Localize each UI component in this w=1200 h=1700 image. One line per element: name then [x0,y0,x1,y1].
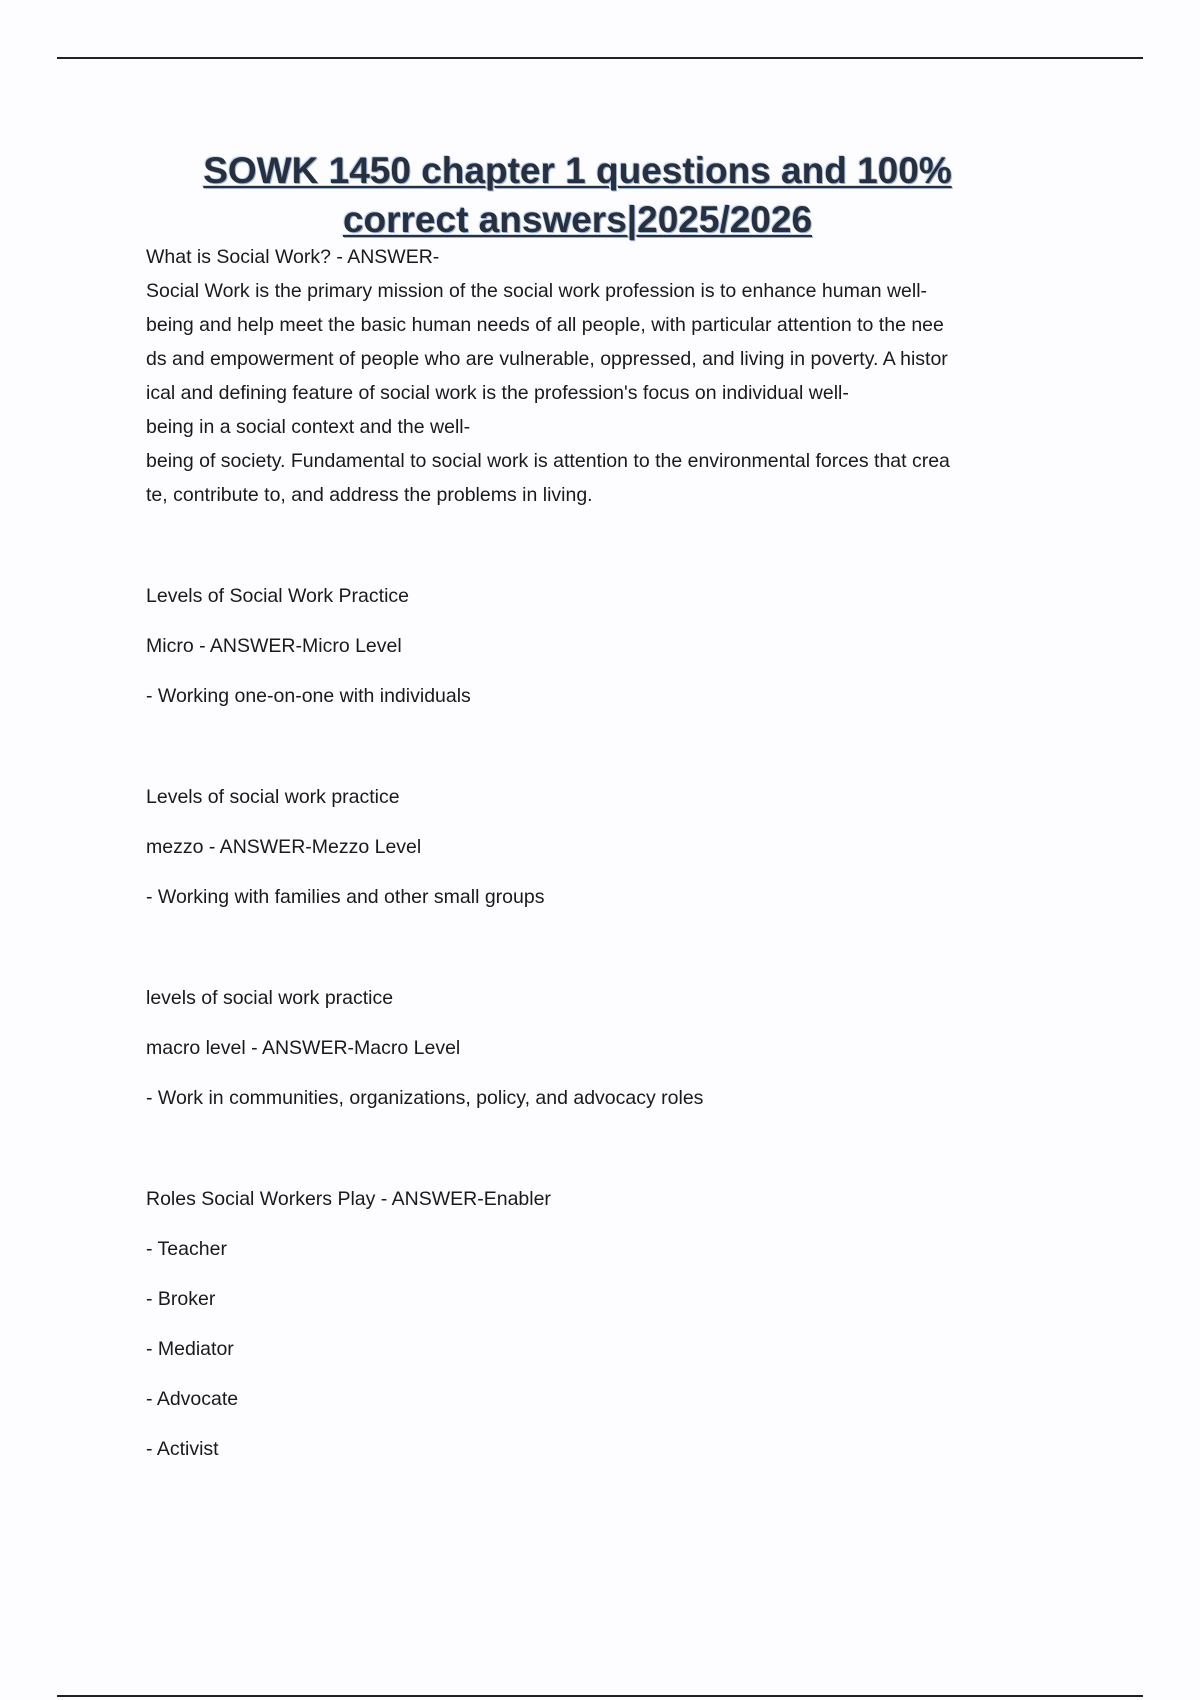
qa-block-what-is-social-work [146,240,1076,512]
question-text: macro level - ANSWER-Macro Level [146,1037,461,1059]
role-item: - Teacher [146,1238,227,1260]
qa-block-mezzo-level [146,780,1076,914]
qa-block-micro-level [146,579,1076,713]
answer-text: Social Work is the primary mission of the social work profession is to enhance human well- being and help meet the basic human needs of all people, with particular attention to the nee ds and empowerment of people who are vulnerable, oppressed, and living in poverty. A histor ical and defining feature of social work is the profession's focus on individual well- being in a social context and the well- being of society. Fundamental to social work is attention to the environmental forces that crea te, contribute to, and address the problems in living. [146,280,950,506]
section-heading: levels of social work practice [146,987,394,1009]
document-body [146,240,1076,1466]
top-rule [57,57,1143,59]
qa-block-macro-level [146,981,1076,1115]
answer-detail: - Working one-on-one with individuals [146,685,471,707]
title-line-1: SOWK 1450 chapter 1 questions and 100% [203,150,952,191]
question-text: Roles Social Workers Play - ANSWER-Enabler [146,1188,551,1210]
qa-block-roles [146,1182,1076,1466]
section-heading: Levels of social work practice [146,786,400,808]
bottom-rule [57,1695,1143,1697]
section-heading: Levels of Social Work Practice [146,585,409,607]
question-text: Micro - ANSWER-Micro Level [146,635,402,657]
answer-detail: - Work in communities, organizations, policy, and advocacy roles [146,1087,704,1109]
role-item: - Advocate [146,1388,239,1410]
role-item: - Mediator [146,1338,234,1360]
role-item: - Activist [146,1438,219,1460]
answer-detail: - Working with families and other small groups [146,886,545,908]
role-item: - Broker [146,1288,216,1310]
document-title [100,146,1055,244]
title-line-2: correct answers|2025/2026 [342,199,813,240]
question-text: mezzo - ANSWER-Mezzo Level [146,836,422,858]
question-text: What is Social Work? - ANSWER- [146,246,440,268]
